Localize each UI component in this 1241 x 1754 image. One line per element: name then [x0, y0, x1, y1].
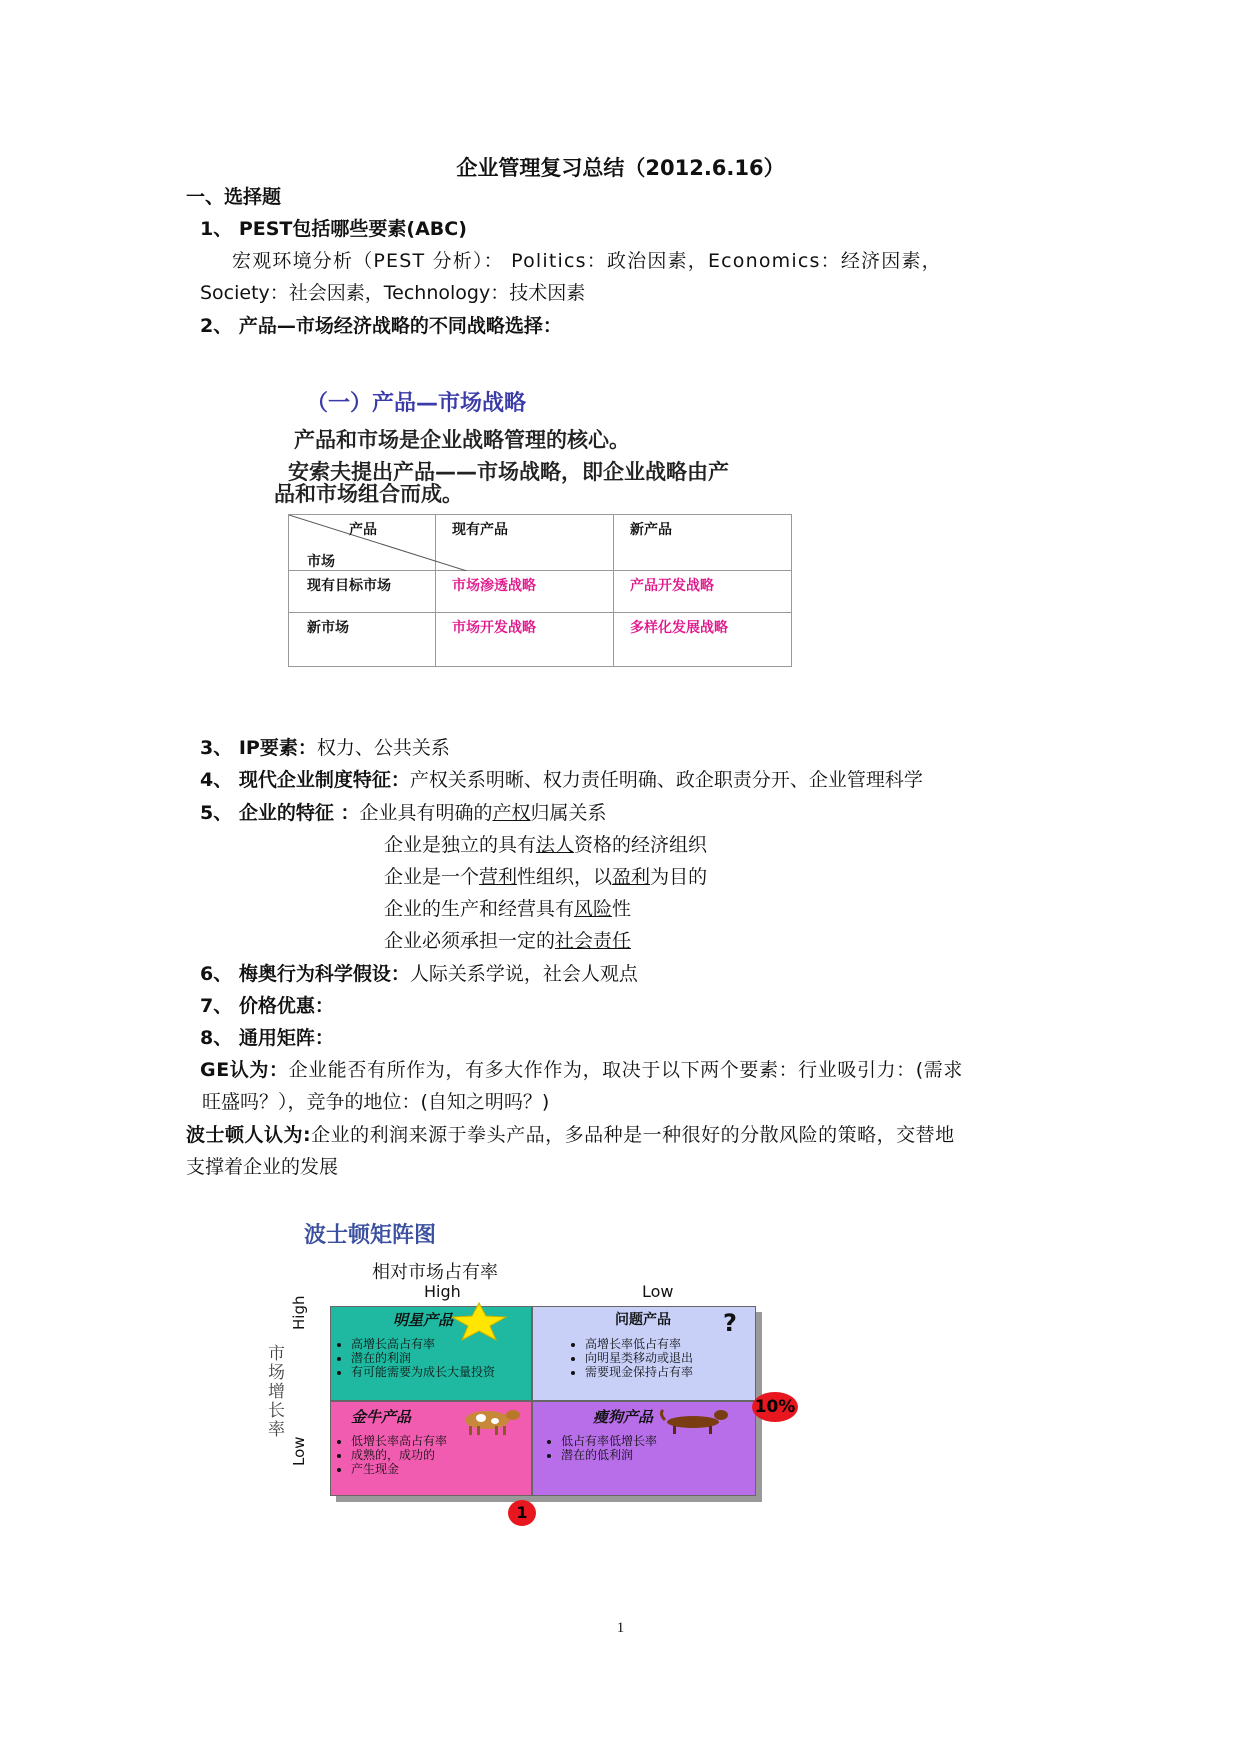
table-cell: 市场开发战略: [436, 613, 614, 667]
star-list: [337, 1337, 495, 1379]
row-label: 新市场: [289, 613, 436, 667]
quadrant-dog: [532, 1401, 756, 1496]
q5: [200, 800, 607, 826]
boston-line2: 支撑着企业的发展: [186, 1156, 339, 1178]
table-cell: 多样化发展战略: [614, 613, 792, 667]
ge-line1: 企业能否有所作为，有多大作作为，取决于以下两个要素：行业吸引力：(需求: [288, 1059, 963, 1081]
table-row: [289, 613, 792, 667]
dog-icon: [657, 1406, 733, 1436]
corner-market-label: 市场: [307, 554, 335, 570]
q3: [200, 735, 450, 761]
figure1-text-line2: 安索夫提出产品——市场战略，即企业战略由产: [288, 460, 729, 484]
boston-label: 波士顿人认为:: [186, 1124, 312, 1146]
list-item: • 高增长率低占有率: [585, 1337, 693, 1351]
col-header-existing: 现有产品: [436, 515, 614, 571]
table-cell: 市场渗透战略: [436, 571, 614, 613]
row-label: 现有目标市场: [289, 571, 436, 613]
list-item: • 低增长率高占有率: [351, 1434, 447, 1448]
ge-paragraph: [200, 1057, 963, 1083]
quadrant-star: [330, 1306, 532, 1401]
section-heading: 一、选择题: [186, 186, 282, 208]
q6: [200, 961, 638, 987]
list-item: • 向明星类移动或退出: [585, 1351, 693, 1365]
boston-paragraph: [186, 1122, 955, 1148]
bcg-x-axis-title: 相对市场占有率: [372, 1262, 498, 1283]
page-number: 1: [616, 1620, 625, 1636]
quadrant-cash-cow: [330, 1401, 532, 1496]
question-list: [571, 1337, 693, 1379]
bcg-x-high: High: [424, 1282, 461, 1301]
q8-label: 8、 通用矩阵：: [200, 1027, 334, 1049]
q1-label: 1、 PEST包括哪些要素(ABC): [200, 218, 467, 240]
q4: [200, 767, 923, 793]
q2-label: 2、 产品—市场经济战略的不同战略选择：: [200, 315, 562, 337]
q5-line: 企业是独立的具有法人资格的经济组织: [384, 834, 708, 856]
figure1-heading: （一）产品—市场战略: [306, 391, 527, 416]
table-row: [289, 571, 792, 613]
list-item: • 潜在的低利润: [561, 1448, 657, 1462]
figure1-text-line3: 品和市场组合而成。: [274, 482, 463, 506]
dog-list: [547, 1434, 657, 1462]
q5-line: 企业具有明确的产权归属关系: [359, 802, 607, 824]
bcg-y-axis-title: 市场增长率: [268, 1344, 285, 1440]
q1-body-line1: 宏观环境分析（PEST 分析）： Politics：政治因素，Economics：经济因素，: [232, 250, 942, 272]
list-item: • 成熟的，成功的: [351, 1448, 447, 1462]
q5-line: 企业的生产和经营具有风险性: [384, 898, 632, 920]
question-mark-icon: ?: [723, 1309, 737, 1337]
cow-title: 金牛产品: [351, 1408, 412, 1426]
cow-list: [337, 1434, 447, 1476]
q1-body-line2: Society：社会因素，Technology：技术因素: [200, 282, 586, 304]
star-title: 明星产品: [393, 1311, 454, 1329]
q6-label: 6、 梅奥行为科学假设：: [200, 963, 410, 985]
boston-line1: 企业的利润来源于拳头产品，多品种是一种很好的分散风险的策略，交替地: [311, 1124, 955, 1146]
bcg-y-low: Low: [290, 1436, 308, 1466]
q3-text: 权力、公共关系: [316, 737, 450, 759]
list-item: • 高增长高占有率: [351, 1337, 495, 1351]
list-item: • 产生现金: [351, 1462, 447, 1476]
list-item: • 低占有率低增长率: [561, 1434, 657, 1448]
q5-line: 企业必须承担一定的社会责任: [384, 930, 632, 952]
q4-text: 产权关系明晰、权力责任明确、政企职责分开、企业管理科学: [409, 769, 923, 791]
bcg-x-low: Low: [642, 1282, 674, 1301]
list-item: • 有可能需要为成长大量投资: [351, 1365, 495, 1379]
quadrant-question: [532, 1306, 756, 1401]
table-cell: 产品开发战略: [614, 571, 792, 613]
strategy-table: [288, 514, 792, 667]
q5-line: 企业是一个营利性组织，以盈利为目的: [384, 866, 708, 888]
growth-threshold-badge: 10%: [752, 1392, 798, 1422]
ge-label: GE认为：: [200, 1059, 289, 1081]
share-threshold-badge: 1: [508, 1500, 536, 1526]
list-item: • 潜在的利润: [351, 1351, 495, 1365]
list-item: • 需要现金保持占有率: [585, 1365, 693, 1379]
figure1-text-line1: 产品和市场是企业战略管理的核心。: [294, 428, 630, 452]
bcg-title: 波士顿矩阵图: [304, 1223, 437, 1248]
bcg-matrix: [330, 1306, 756, 1496]
q6-text: 人际关系学说，社会人观点: [409, 963, 638, 985]
q3-label: 3、 IP要素：: [200, 737, 317, 759]
corner-product-label: 产品: [349, 522, 377, 538]
q7-label: 7、 价格优惠：: [200, 995, 334, 1017]
star-icon: [449, 1301, 509, 1341]
ge-line2: 旺盛吗？），竞争的地位：(自知之明吗？): [202, 1091, 550, 1113]
question-title: 问题产品: [615, 1312, 671, 1328]
q4-label: 4、 现代企业制度特征：: [200, 769, 410, 791]
col-header-new: 新产品: [614, 515, 792, 571]
q5-label: 5、 企业的特征 ：: [200, 802, 360, 824]
dog-title: 瘦狗产品: [593, 1408, 654, 1426]
bcg-y-high: High: [290, 1295, 308, 1330]
cow-icon: [455, 1406, 525, 1436]
table-corner-cell: [289, 515, 436, 571]
page-title: 企业管理复习总结（2012.6.16）: [456, 156, 785, 180]
